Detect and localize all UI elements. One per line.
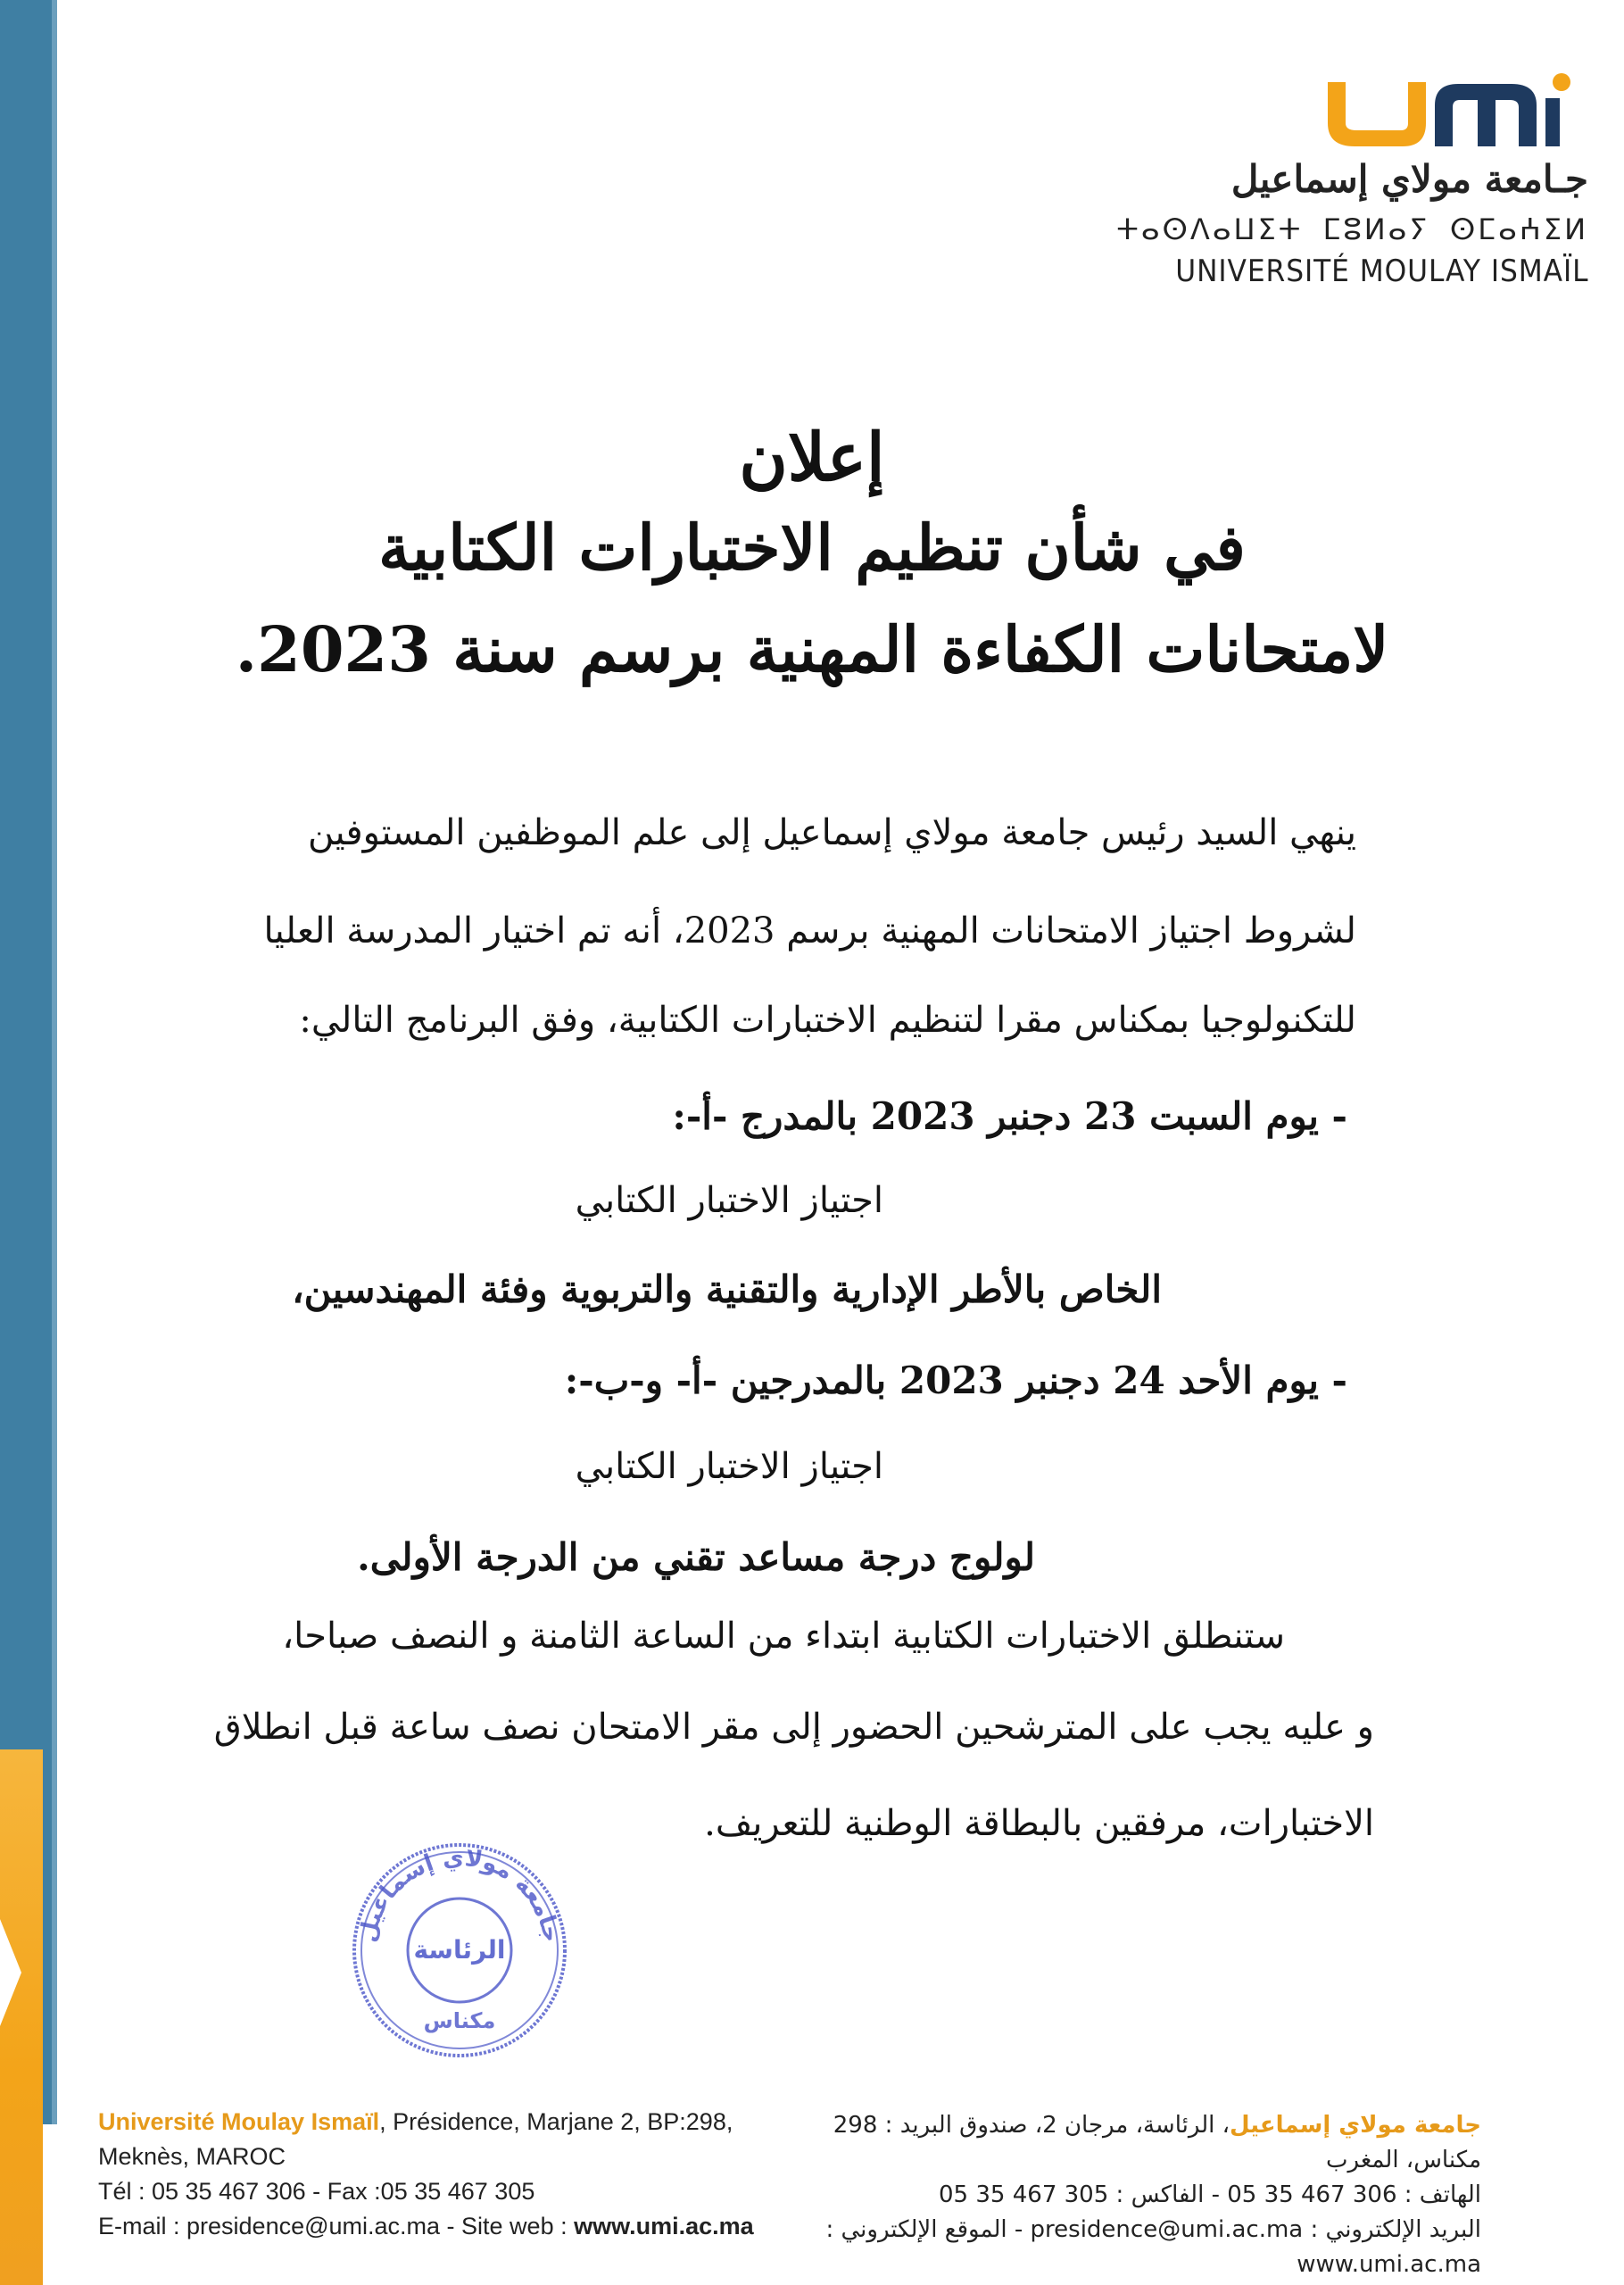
footer-fr-line-4: [98, 2209, 754, 2244]
svg-text:جامعة مولاي إسماعيل: [354, 1844, 565, 1944]
university-logo: [1116, 71, 1606, 289]
schedule-item-2-category: لولوج درجة مساعد تقني من الدرجة الأولى.: [357, 1535, 1035, 1579]
footer-fr-email: E-mail : presidence@umi.ac.ma - Site web :: [98, 2213, 575, 2240]
logo-tifinagh-name: ⵜⴰⵙⴷⴰⵡⵉⵜ ⵎⵓⵍⴰⵢ ⵙⵎⴰⵄⵉⵍ: [1116, 212, 1588, 246]
stamp-bottom-text: مكناس: [423, 2008, 496, 2033]
footer-fr-city: Meknès, MAROC: [98, 2143, 286, 2171]
left-blue-band-edge: [52, 0, 57, 2124]
footer-arabic-address: [750, 2108, 1481, 2282]
footer-ar-brand: جامعة مولاي إسماعيل: [1230, 2112, 1481, 2139]
schedule-item-2-sub: اجتياز الاختبار الكتابي: [575, 1446, 883, 1487]
footer-fr-line-1: [98, 2105, 754, 2140]
logo-french-name: UNIVERSITÉ MOULAY ISMAÏL: [1174, 253, 1588, 289]
footer-ar-line-1: [750, 2108, 1481, 2143]
stamp-outer-text: جامعة مولاي إسماعيل: [354, 1844, 565, 1945]
stamp-center-text: الرئاسة: [413, 1935, 506, 1965]
schedule-item-1-heading: - يوم السبت 23 دجنبر 2023 بالمدرج -أ-:: [672, 1094, 1347, 1138]
footer-french-address: [98, 2105, 754, 2245]
intro-line-2: لشروط اجتياز الامتحانات المهنية برسم 2023، أنه تم اختيار المدرسة العليا: [263, 910, 1356, 951]
footer-fr-site-link[interactable]: www.umi.ac.ma: [574, 2213, 754, 2240]
footer-ar-email[interactable]: البريد الإلكتروني : presidence@umi.ac.ma - الموقع الإلكتروني : www.umi.ac.ma: [825, 2216, 1481, 2278]
announcement-title: إعلان: [739, 420, 885, 496]
schedule-item-1-sub: اجتياز الاختبار الكتابي: [575, 1180, 883, 1221]
stamp-seal-icon: [348, 1839, 571, 2062]
announcement-subtitle-1: في شأن تنظيم الاختبارات الكتابية: [378, 511, 1246, 585]
footer-ar-city: مكناس، المغرب: [1326, 2147, 1481, 2173]
closing-line-2: و عليه يجب على المترشحين الحضور إلى مقر الامتحان نصف ساعة قبل انطلاق: [213, 1707, 1374, 1748]
closing-line-3: الاختبارات، مرفقين بالبطاقة الوطنية للتعريف.: [704, 1803, 1374, 1844]
footer-fr-brand: Université Moulay Ismaïl: [98, 2108, 380, 2135]
footer-ar-address: ، الرئاسة، مرجان 2، صندوق البريد : 298: [833, 2112, 1230, 2139]
intro-line-3: للتكنولوجيا بمكناس مقرا لتنظيم الاختبارات الكتابية، وفق البرنامج التالي:: [299, 1000, 1356, 1041]
announcement-subtitle-2: لامتحانات الكفاءة المهنية برسم سنة 2023.: [235, 612, 1389, 686]
intro-line-1: ينهي السيد رئيس جامعة مولاي إسماعيل إلى علم الموظفين المستوفين: [308, 812, 1356, 853]
closing-line-1: ستنطلق الاختبارات الكتابية ابتداء من الساعة الثامنة و النصف صباحا،: [282, 1616, 1285, 1657]
logo-arabic-name: جـامعة مولاي إسماعيل: [1230, 157, 1588, 201]
footer-ar-phone: الهاتف : 306 467 35 05 - الفاكس : 305 467 35 05: [939, 2181, 1481, 2208]
schedule-item-1-category: الخاص بالأطر الإدارية والتقنية والتربوية وفئة المهندسين،: [292, 1267, 1162, 1311]
left-band-notch: [0, 1919, 21, 2026]
footer-fr-phone: Tél : 05 35 467 306 - Fax :05 35 467 305: [98, 2178, 535, 2206]
umi-logo-mark-icon: [1321, 71, 1579, 156]
schedule-item-2-heading: - يوم الأحد 24 دجنبر 2023 بالمدرجين -أ- و-ب-:: [564, 1359, 1347, 1402]
footer-fr-address: , Présidence, Marjane 2, BP:298,: [379, 2108, 733, 2135]
presidency-stamp: [348, 1839, 571, 2062]
